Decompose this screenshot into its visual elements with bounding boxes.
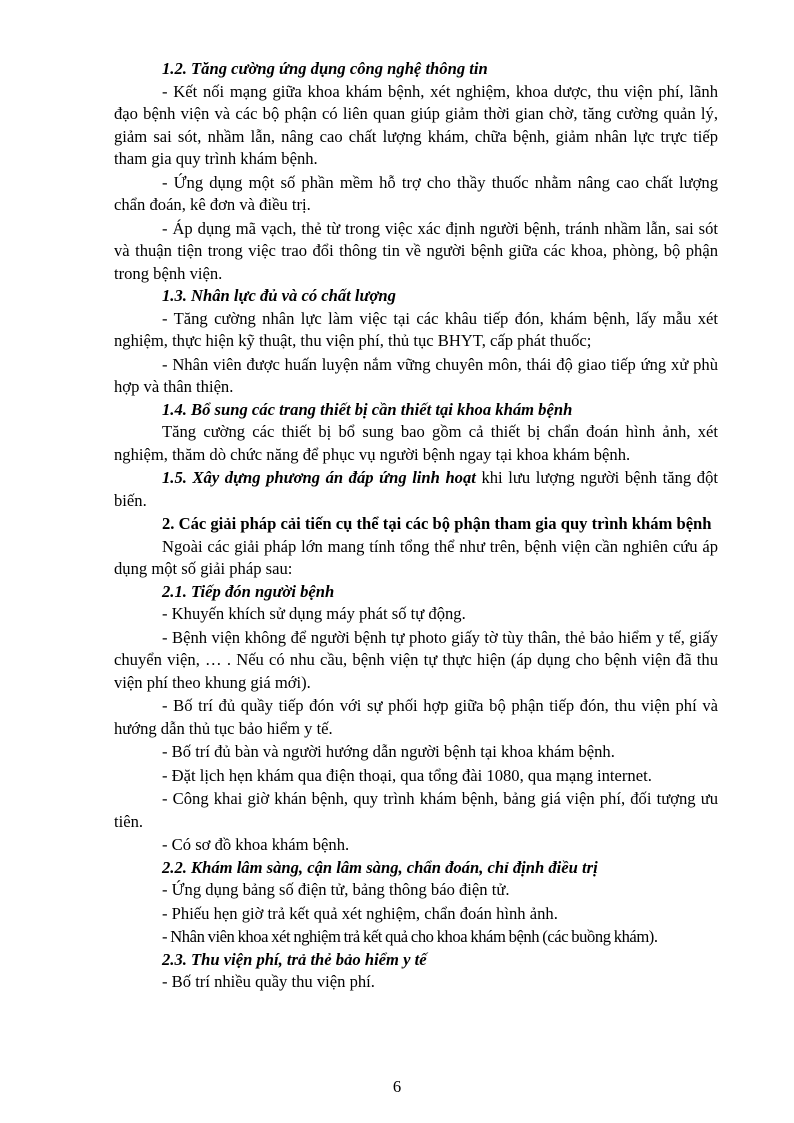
paragraph: Tăng cường các thiết bị bổ sung bao gồm cả thiết bị chẩn đoán hình ảnh, xét nghiệm, thăm dò chức năng để phục vụ người bệnh ngay tại khoa khám bệnh. bbox=[114, 422, 718, 464]
list-item: - Công khai giờ khán bệnh, quy trình khám bệnh, bảng giá viện phí, đối tượng ưu tiên. bbox=[114, 789, 718, 831]
list-item: - Nhân viên khoa xét nghiệm trả kết quả cho khoa khám bệnh (các buồng khám). bbox=[162, 927, 658, 946]
paragraph-1-5 bbox=[114, 467, 718, 512]
heading-2: 2. Các giải pháp cải tiến cụ thể tại các bộ phận tham gia quy trình khám bệnh bbox=[162, 514, 712, 533]
heading-1-2: 1.2. Tăng cường ứng dụng công nghệ thông tin bbox=[162, 59, 488, 78]
paragraph: - Nhân viên được huấn luyện nắm vững chuyên môn, thái độ giao tiếp ứng xử phù hợp và thân thiện. bbox=[114, 354, 718, 396]
paragraph: - Áp dụng mã vạch, thẻ từ trong việc xác định người bệnh, tránh nhầm lẫn, sai sót và thuận tiện trong việc trao đổi thông tin về người bệnh giữa các khoa, phòng, bộ phận trong bệnh viện. bbox=[114, 218, 718, 283]
list-item: - Bệnh viện không để người bệnh tự photo giấy tờ tùy thân, thẻ bảo hiểm y tế, giấy chuyển viện, … . Nếu có nhu cầu, bệnh viện tự thực hiện (áp dụng cho bệnh viện đã thu viện phí theo khung giá mới). bbox=[114, 627, 718, 692]
heading-2-3: 2.3. Thu viện phí, trả thẻ bảo hiểm y tế bbox=[162, 949, 427, 969]
heading-1-4: 1.4. Bổ sung các trang thiết bị cần thiết tại khoa khám bệnh bbox=[162, 399, 573, 419]
heading-1-3: 1.3. Nhân lực đủ và có chất lượng bbox=[162, 286, 396, 305]
list-item: - Bố trí nhiều quầy thu viện phí. bbox=[162, 972, 375, 991]
list-item: - Khuyến khích sử dụng máy phát số tự động. bbox=[162, 604, 466, 623]
list-item: - Có sơ đồ khoa khám bệnh. bbox=[162, 835, 350, 854]
heading-1-5: 1.5. Xây dựng phương án đáp ứng linh hoạt bbox=[162, 468, 476, 487]
paragraph: - Tăng cường nhân lực làm việc tại các khâu tiếp đón, khám bệnh, lấy mẫu xét nghiệm, thực hiện kỹ thuật, thu viện phí, thủ tục BHYT, cấp phát thuốc; bbox=[114, 308, 718, 350]
page-number: 6 bbox=[392, 1077, 402, 1096]
heading-2-1: 2.1. Tiếp đón người bệnh bbox=[162, 581, 335, 601]
paragraph: - Ứng dụng một số phần mềm hỗ trợ cho thầy thuốc nhằm nâng cao chất lượng chẩn đoán, kê đơn và điều trị. bbox=[114, 172, 718, 214]
paragraph: - Kết nối mạng giữa khoa khám bệnh, xét nghiệm, khoa dược, thu viện phí, lãnh đạo bệnh viện và các bộ phận có liên quan giúp giảm thời gian chờ, tăng cường quản lý, giảm sai sót, nhầm lẫn, nâng cao chất lượng khám, chữa bệnh, giảm nhân lực trực tiếp tham gia quy trình khám bệnh. bbox=[114, 81, 718, 168]
list-item: - Đặt lịch hẹn khám qua điện thoại, qua tổng đài 1080, qua mạng internet. bbox=[162, 765, 652, 785]
document-page bbox=[114, 58, 718, 994]
list-item: - Bố trí đủ bàn và người hướng dẫn người bệnh tại khoa khám bệnh. bbox=[162, 742, 615, 761]
paragraph-1-5-text: khi lưu lượng người bệnh tăng đột biến. bbox=[114, 468, 718, 510]
list-item: - Ứng dụng bảng số điện tử, bảng thông báo điện tử. bbox=[162, 880, 510, 899]
list-item: - Bố trí đủ quầy tiếp đón với sự phối hợp giữa bộ phận tiếp đón, thu viện phí và hướng dẫn thủ tục bảo hiểm y tế. bbox=[114, 696, 718, 738]
heading-2-2: 2.2. Khám lâm sàng, cận lâm sàng, chẩn đoán, chỉ định điều trị bbox=[162, 857, 598, 877]
list-item: - Phiếu hẹn giờ trả kết quả xét nghiệm, chẩn đoán hình ảnh. bbox=[162, 903, 558, 923]
paragraph: Ngoài các giải pháp lớn mang tính tổng thể như trên, bệnh viện cần nghiên cứu áp dụng một số giải pháp sau: bbox=[114, 536, 718, 578]
